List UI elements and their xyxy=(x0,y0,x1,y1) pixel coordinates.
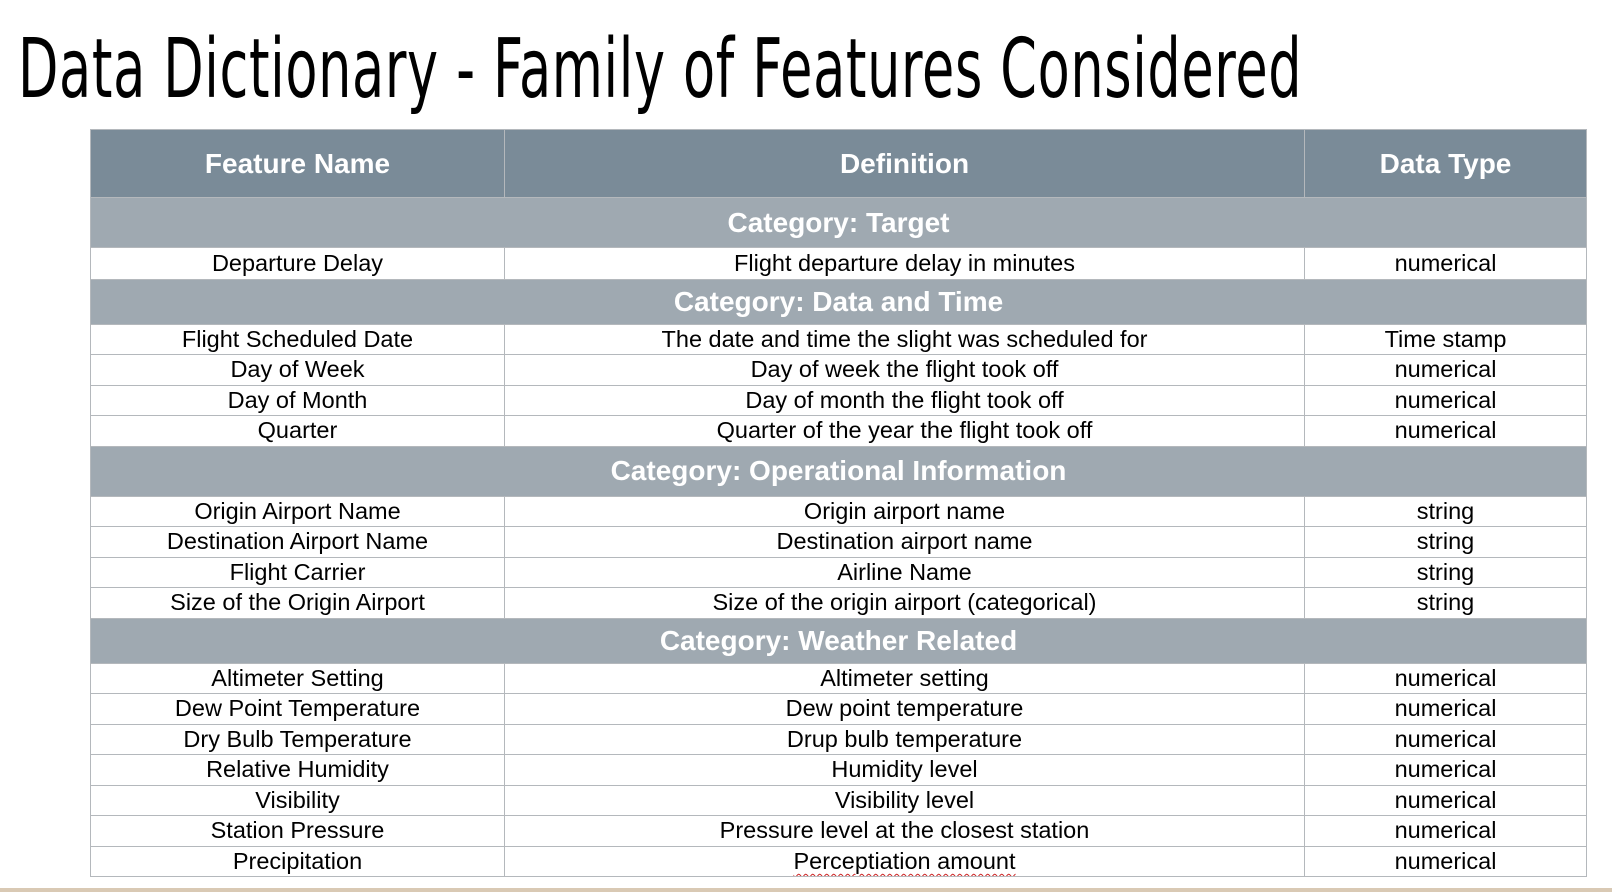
table-row xyxy=(91,588,1587,619)
slide-bottom-border xyxy=(0,888,1612,892)
data-type-cell: string xyxy=(1305,557,1587,588)
table-row xyxy=(91,694,1587,725)
table-row xyxy=(91,496,1587,527)
category-label: Category: Weather Related xyxy=(91,618,1587,663)
data-type-cell: numerical xyxy=(1305,755,1587,786)
data-type-cell: numerical xyxy=(1305,416,1587,447)
table-row xyxy=(91,785,1587,816)
category-label: Category: Target xyxy=(91,198,1587,248)
data-type-cell: numerical xyxy=(1305,724,1587,755)
data-type-cell: numerical xyxy=(1305,816,1587,847)
data-type-cell: string xyxy=(1305,527,1587,558)
data-type-cell: numerical xyxy=(1305,385,1587,416)
table-row xyxy=(91,557,1587,588)
definition-cell: Dew point temperature xyxy=(505,694,1305,725)
feature-name-cell: Destination Airport Name xyxy=(91,527,505,558)
feature-name-cell: Flight Carrier xyxy=(91,557,505,588)
header-feature-name: Feature Name xyxy=(91,130,505,198)
definition-cell: Airline Name xyxy=(505,557,1305,588)
category-label: Category: Data and Time xyxy=(91,279,1587,324)
category-label: Category: Operational Information xyxy=(91,446,1587,496)
feature-name-cell: Departure Delay xyxy=(91,248,505,280)
category-row xyxy=(91,279,1587,324)
header-data-type: Data Type xyxy=(1305,130,1587,198)
feature-name-cell: Day of Month xyxy=(91,385,505,416)
table-row xyxy=(91,385,1587,416)
feature-name-cell: Dew Point Temperature xyxy=(91,694,505,725)
feature-name-cell: Day of Week xyxy=(91,355,505,386)
definition-cell: Quarter of the year the flight took off xyxy=(505,416,1305,447)
definition-cell: Origin airport name xyxy=(505,496,1305,527)
feature-name-cell: Origin Airport Name xyxy=(91,496,505,527)
definition-cell: Destination airport name xyxy=(505,527,1305,558)
table-row xyxy=(91,248,1587,280)
category-row xyxy=(91,618,1587,663)
table-row xyxy=(91,416,1587,447)
feature-name-cell: Quarter xyxy=(91,416,505,447)
header-definition: Definition xyxy=(505,130,1305,198)
table-row xyxy=(91,755,1587,786)
definition-cell: Day of week the flight took off xyxy=(505,355,1305,386)
table-row xyxy=(91,324,1587,355)
data-type-cell: numerical xyxy=(1305,248,1587,280)
definition-cell: Drup bulb temperature xyxy=(505,724,1305,755)
table-row xyxy=(91,355,1587,386)
definition-cell: Humidity level xyxy=(505,755,1305,786)
data-type-cell: Time stamp xyxy=(1305,324,1587,355)
data-type-cell: numerical xyxy=(1305,355,1587,386)
table-row xyxy=(91,527,1587,558)
definition-cell: Day of month the flight took off xyxy=(505,385,1305,416)
category-row xyxy=(91,198,1587,248)
data-type-cell: string xyxy=(1305,496,1587,527)
definition-cell: Visibility level xyxy=(505,785,1305,816)
definition-cell: Flight departure delay in minutes xyxy=(505,248,1305,280)
definition-cell: Altimeter setting xyxy=(505,663,1305,694)
spellcheck-underlined-text[interactable]: Perceptiation amount xyxy=(793,847,1016,874)
data-type-cell: numerical xyxy=(1305,846,1587,877)
data-type-cell: numerical xyxy=(1305,785,1587,816)
definition-cell: The date and time the slight was scheduled for xyxy=(505,324,1305,355)
data-type-cell: numerical xyxy=(1305,694,1587,725)
feature-name-cell: Visibility xyxy=(91,785,505,816)
table-row xyxy=(91,846,1587,877)
slide-title: Data Dictionary - Family of Features Considered xyxy=(18,22,1303,117)
feature-name-cell: Altimeter Setting xyxy=(91,663,505,694)
feature-name-cell: Dry Bulb Temperature xyxy=(91,724,505,755)
definition-cell: Size of the origin airport (categorical) xyxy=(505,588,1305,619)
table-row xyxy=(91,663,1587,694)
table-row xyxy=(91,724,1587,755)
feature-name-cell: Flight Scheduled Date xyxy=(91,324,505,355)
table-row xyxy=(91,816,1587,847)
definition-cell: Pressure level at the closest station xyxy=(505,816,1305,847)
data-type-cell: numerical xyxy=(1305,663,1587,694)
category-row xyxy=(91,446,1587,496)
data-dictionary-table xyxy=(90,129,1587,877)
data-type-cell: string xyxy=(1305,588,1587,619)
feature-name-cell: Size of the Origin Airport xyxy=(91,588,505,619)
table-header-row xyxy=(91,130,1587,198)
feature-name-cell: Relative Humidity xyxy=(91,755,505,786)
definition-cell xyxy=(505,846,1305,877)
feature-name-cell: Precipitation xyxy=(91,846,505,877)
feature-name-cell: Station Pressure xyxy=(91,816,505,847)
